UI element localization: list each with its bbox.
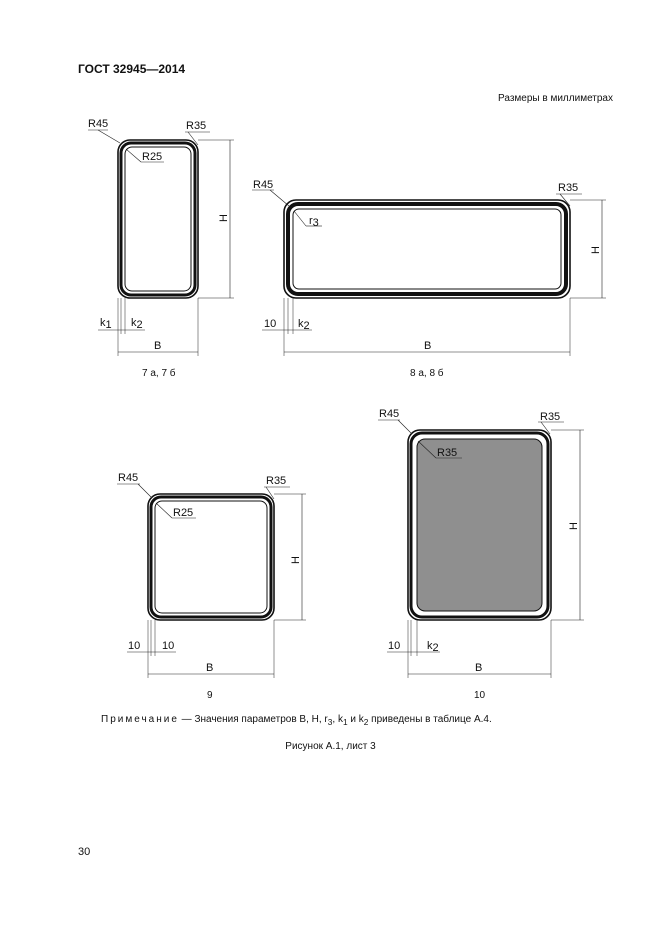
note-subscript: 2: [363, 717, 369, 727]
outer-radius-label: R45: [379, 408, 400, 420]
inner-contour: [125, 147, 191, 291]
height-label: Н: [568, 522, 580, 530]
units-note: Размеры в миллиметрах: [498, 93, 613, 104]
wall-contour: [288, 204, 566, 294]
note-subscript: 3: [327, 717, 333, 727]
note-paragraph: [101, 714, 492, 727]
profile-drawing-9: [117, 472, 306, 678]
note-text: , k: [332, 714, 343, 725]
profile-drawing-7: [88, 118, 234, 356]
inner-radius-label: R35: [437, 447, 458, 459]
outer-radius-label: R45: [253, 179, 274, 191]
offset-label: 10: [388, 640, 401, 652]
note-text: — Значения параметров В, Н, r: [178, 714, 328, 725]
figure-caption-8: 8 а, 8 б: [410, 368, 444, 379]
width-label: В: [424, 340, 432, 352]
document-header: ГОСТ 32945—2014: [78, 62, 186, 76]
leader-line: [98, 130, 120, 143]
corner-radius-label: R35: [558, 182, 579, 194]
note-text: приведены в таблице А.4.: [368, 714, 492, 725]
width-label: В: [475, 662, 483, 674]
leader-line: [126, 149, 141, 162]
leader-line: [294, 211, 306, 226]
inner-radius-label: R25: [173, 507, 194, 519]
profile-drawing-8: [252, 179, 606, 356]
filled-core: [417, 439, 542, 611]
outer-radius-label: R45: [118, 472, 139, 484]
figure-caption-10: 10: [474, 690, 486, 701]
width-label: В: [206, 662, 214, 674]
inner-radius-label: r3: [309, 215, 319, 229]
height-label: Н: [218, 214, 230, 222]
width-label: В: [154, 340, 162, 352]
offset-left-label: 10: [128, 640, 141, 652]
leader-line: [270, 190, 289, 206]
figure-caption-9: 9: [207, 690, 213, 701]
note-label: Примечание: [101, 714, 179, 725]
page-number: 30: [78, 846, 91, 858]
offset-label: 10: [264, 318, 277, 330]
k2-label: k2: [298, 318, 310, 332]
height-label: Н: [290, 556, 302, 564]
profile-drawing-10: [378, 408, 584, 678]
leader-line: [398, 420, 412, 434]
leader-line: [138, 484, 152, 498]
inner-radius-label: R25: [142, 151, 163, 163]
note-subscript: 1: [342, 717, 348, 727]
note-text: и k: [347, 714, 364, 725]
k1-label: k1: [100, 317, 112, 331]
height-label: Н: [590, 246, 602, 254]
inner-contour: [293, 209, 561, 289]
offset-right-label: 10: [162, 640, 175, 652]
outer-contour: [284, 200, 570, 298]
k2-label: k2: [427, 640, 439, 654]
wall-contour: [121, 143, 195, 295]
leader-line: [156, 503, 172, 518]
corner-radius-label: R35: [266, 475, 287, 487]
outer-radius-label: R45: [88, 118, 109, 130]
corner-radius-label: R35: [186, 120, 207, 132]
k2-label: k2: [131, 317, 143, 331]
figure-caption-7: 7 а, 7 б: [142, 368, 176, 379]
outer-contour: [118, 140, 198, 298]
figure-title: Рисунок А.1, лист 3: [285, 741, 376, 752]
corner-radius-label: R35: [540, 411, 561, 423]
